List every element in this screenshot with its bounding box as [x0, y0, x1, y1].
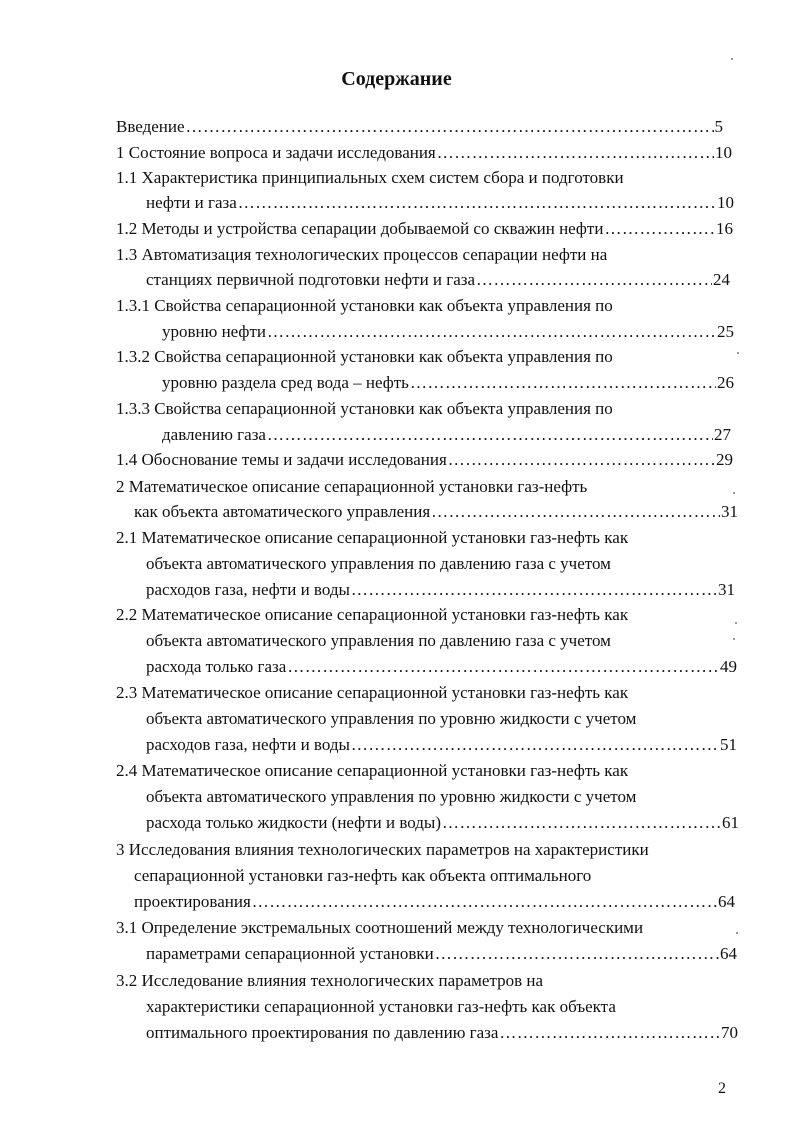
toc-entry-text: нефти и газа — [146, 193, 237, 212]
toc-entry — [162, 373, 734, 393]
toc-entry — [162, 322, 734, 342]
dot-leader — [410, 373, 716, 393]
toc-entry — [116, 840, 649, 860]
toc-entry — [116, 450, 733, 470]
toc-entry — [134, 892, 735, 912]
toc-entry-text: 1.4 Обоснование темы и задачи исследования — [116, 450, 447, 469]
toc-entry — [116, 219, 733, 239]
toc-entry-page: 27 — [714, 425, 731, 444]
toc-entry-text: 1.3.3 Свойства сепарационной установки как объекта управления по — [116, 399, 613, 418]
toc-entry-text: 2 Математическое описание сепарационной установки газ-нефть — [116, 477, 588, 496]
toc-entry-text: давлению газа — [162, 425, 266, 444]
toc-entry — [116, 683, 628, 703]
toc-entry-page: 26 — [717, 373, 734, 392]
toc-entry-text: 1.3.1 Свойства сепарационной установки как объекта управления по — [116, 296, 613, 315]
toc-entry-text: 2.3 Математическое описание сепарационной установки газ-нефть как — [116, 683, 629, 702]
toc-entry-text: расходов газа, нефти и воды — [146, 580, 350, 599]
dot-leader — [499, 1023, 720, 1043]
scan-speck — [733, 492, 735, 494]
toc-entry-text: 2.1 Математическое описание сепарационной установки газ-нефть как — [116, 528, 629, 547]
toc-entry — [146, 944, 737, 964]
toc-entry-text: 1.3 Автоматизация технологических процессов сепарации нефти на — [116, 245, 608, 264]
toc-entry-page: 64 — [718, 892, 735, 911]
toc-entry-text: 1 Состояние вопроса и задачи исследования — [116, 143, 436, 162]
toc-entry — [116, 761, 628, 781]
scan-speck — [733, 638, 735, 640]
toc-entry — [116, 605, 628, 625]
toc-entry-page: 16 — [716, 219, 733, 238]
toc-entry-text: станциях первичной подготовки нефти и газа — [146, 270, 476, 289]
toc-entry — [116, 245, 607, 265]
toc-entry-text: проектирования — [134, 892, 251, 911]
toc-entry-text: 1.2 Методы и устройства сепарации добываемой со скважин нефти — [116, 219, 604, 238]
toc-entry-text: оптимального проектирования по давлению газа — [146, 1023, 499, 1042]
toc-entry-text: расхода только газа — [146, 657, 287, 676]
toc-entry-page: 24 — [713, 270, 730, 289]
dot-leader — [238, 193, 716, 213]
dot-leader — [442, 813, 721, 833]
toc-entry-text: объекта автоматического управления по уровню жидкости с учетом — [146, 787, 637, 806]
toc-entry — [116, 347, 613, 367]
toc-entry — [162, 425, 731, 445]
toc-entry — [146, 709, 636, 729]
toc-entry-text: расходов газа, нефти и воды — [146, 735, 350, 754]
toc-entry — [116, 117, 723, 137]
toc-entry-page: 51 — [720, 735, 737, 754]
toc-entry-page: 31 — [721, 502, 738, 521]
page-title: Содержание — [341, 68, 452, 90]
toc-entry-text: параметрами сепарационной установки — [146, 944, 434, 963]
dot-leader — [186, 117, 714, 137]
toc-entry-text: уровню нефти — [162, 322, 266, 341]
toc-entry-text: 2.4 Математическое описание сепарационной установки газ-нефть как — [116, 761, 629, 780]
dot-leader — [435, 944, 719, 964]
toc-entry — [116, 168, 624, 188]
dot-leader — [604, 219, 715, 239]
toc-entry-text: объекта автоматического управления по давлению газа с учетом — [146, 554, 611, 573]
toc-entry-page: 10 — [717, 193, 734, 212]
toc-entry-text: объекта автоматического управления по давлению газа с учетом — [146, 631, 611, 650]
toc-entry — [116, 528, 628, 548]
toc-entry-page: 61 — [722, 813, 739, 832]
scan-speck — [731, 58, 733, 60]
toc-entry — [134, 502, 738, 522]
dot-leader — [431, 502, 720, 522]
toc-entry — [134, 866, 591, 886]
scan-speck — [737, 352, 739, 354]
toc-entry — [116, 143, 732, 163]
dot-leader — [437, 143, 714, 163]
toc-entry — [146, 631, 611, 651]
toc-entry-text: 2.2 Математическое описание сепарационной установки газ-нефть как — [116, 605, 629, 624]
toc-entry-text: 3.1 Определение экстремальных соотношений между технологическими — [116, 918, 644, 937]
toc-entry-text: 3.2 Исследование влияния технологических параметров на — [116, 971, 544, 990]
toc-entry-page: 5 — [714, 117, 723, 136]
toc-entry-page: 31 — [718, 580, 735, 599]
toc-entry-text: объекта автоматического управления по уровню жидкости с учетом — [146, 709, 637, 728]
toc-entry-text: Введение — [116, 117, 185, 136]
toc-entry-text: расхода только жидкости (нефти и воды) — [146, 813, 441, 832]
toc-entry — [146, 787, 636, 807]
toc-entry — [146, 813, 739, 833]
toc-entry-page: 70 — [721, 1023, 738, 1042]
toc-entry — [146, 270, 730, 290]
toc-entry — [116, 971, 543, 991]
toc-entry — [146, 997, 616, 1017]
toc-entry-text: 3 Исследования влияния технологических параметров на характеристики — [116, 840, 649, 859]
toc-entry-page: 49 — [720, 657, 737, 676]
scan-speck — [735, 622, 737, 624]
dot-leader — [351, 580, 717, 600]
dot-leader — [351, 735, 719, 755]
toc-entry-page: 29 — [716, 450, 733, 469]
toc-entry-text: 1.3.2 Свойства сепарационной установки как объекта управления по — [116, 347, 613, 366]
toc-entry-page: 64 — [720, 944, 737, 963]
toc-entry — [116, 477, 587, 497]
toc-entry — [146, 657, 737, 677]
dot-leader — [476, 270, 712, 290]
dot-leader — [448, 450, 715, 470]
toc-entry-text: уровню раздела сред вода – нефть — [162, 373, 409, 392]
dot-leader — [287, 657, 719, 677]
toc-entry — [116, 296, 613, 316]
dot-leader — [267, 425, 713, 445]
toc-entry-text: как объекта автоматического управления — [134, 502, 431, 521]
toc-entry-page: 10 — [715, 143, 732, 162]
scan-speck — [736, 932, 738, 934]
toc-entry — [116, 399, 613, 419]
toc-entry — [146, 193, 734, 213]
toc-entry-page: 25 — [717, 322, 734, 341]
toc-entry — [146, 554, 611, 574]
toc-entry-text: 1.1 Характеристика принципиальных схем систем сбора и подготовки — [116, 168, 624, 187]
toc-entry — [146, 735, 737, 755]
dot-leader — [267, 322, 716, 342]
dot-leader — [252, 892, 717, 912]
toc-entry — [146, 580, 735, 600]
page-number: 2 — [718, 1080, 726, 1097]
toc-entry-text: характеристики сепарационной установки газ-нефть как объекта — [146, 997, 616, 1016]
toc-entry — [116, 918, 643, 938]
toc-entry-text: сепарационной установки газ-нефть как объекта оптимального — [134, 866, 592, 885]
toc-entry — [146, 1023, 738, 1043]
